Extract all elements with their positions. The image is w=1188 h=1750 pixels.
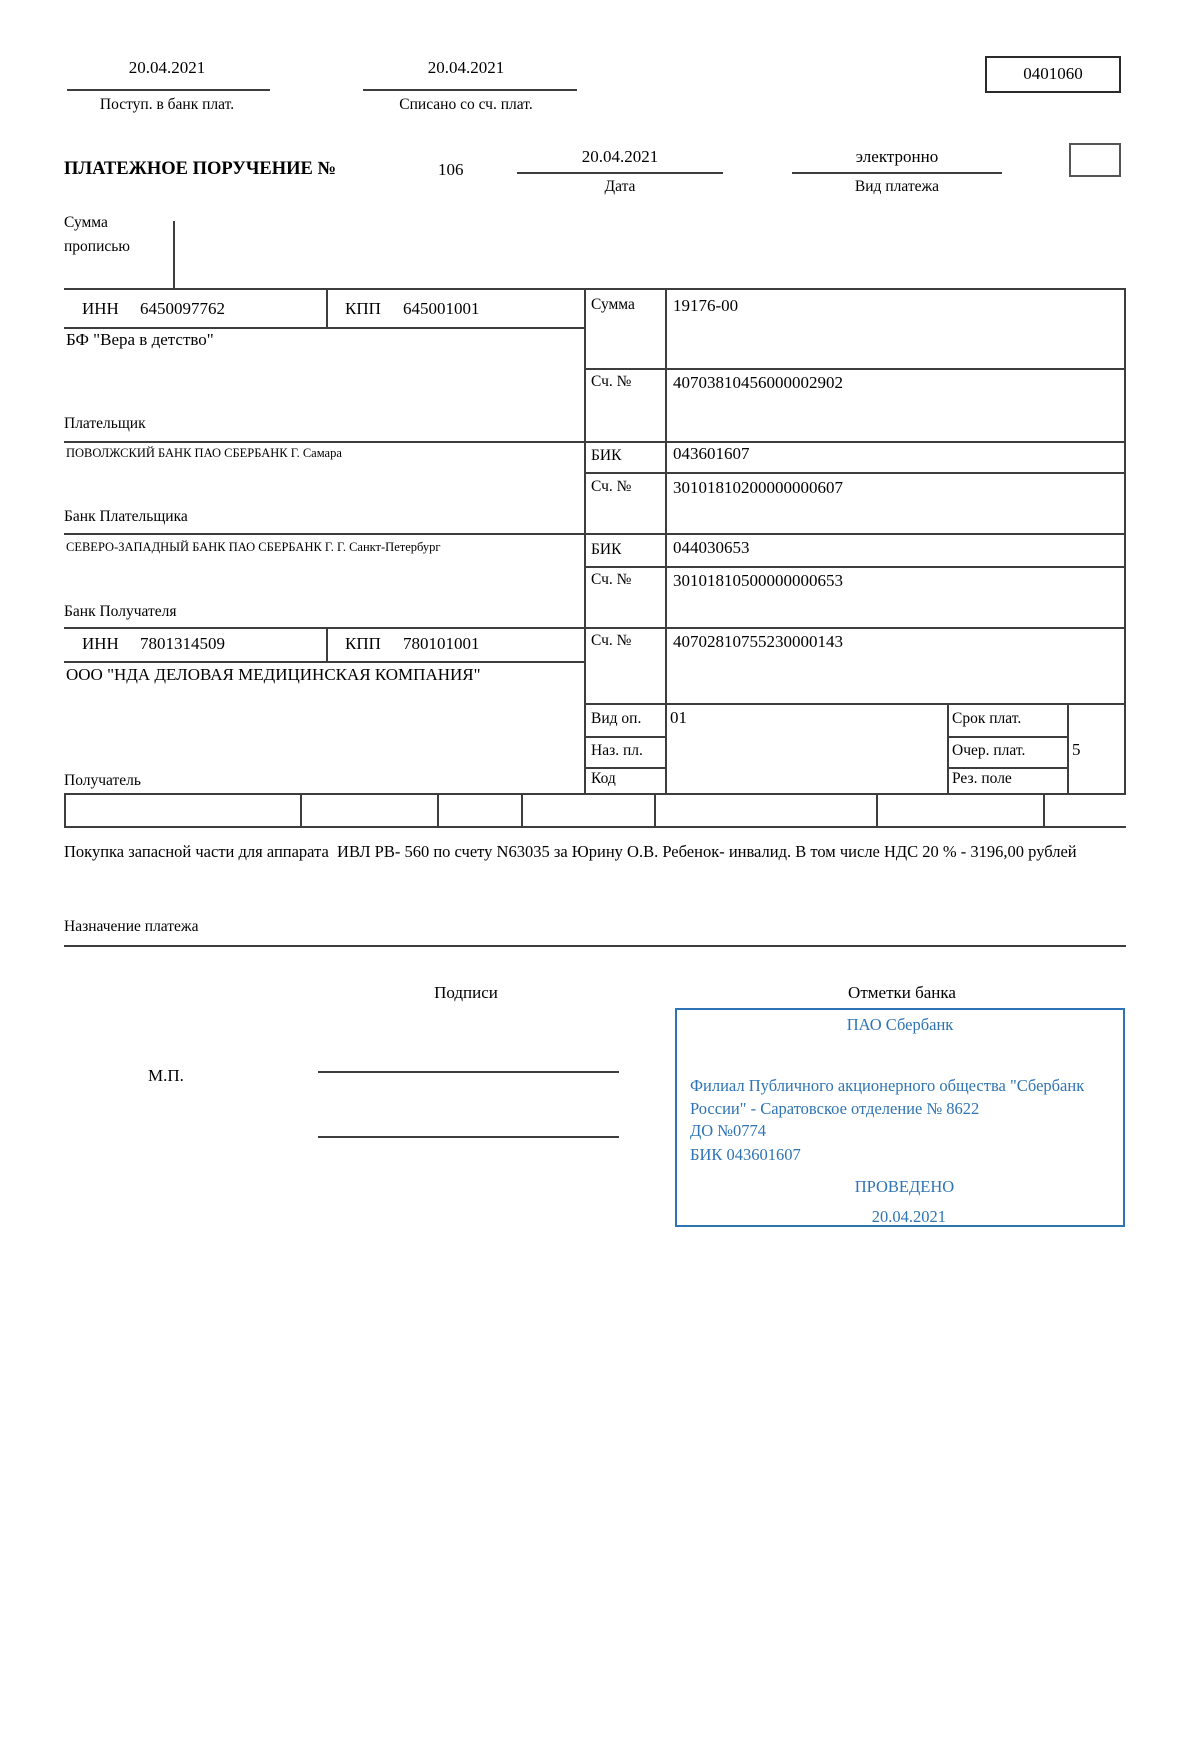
payee-account-label: Сч. № [591,632,632,649]
code-label: Код [591,770,616,787]
payer-bank-bik-label: БИК [591,447,622,464]
coded-field-cell-divider [876,793,878,828]
stamp-status: ПРОВЕДЕНО [854,1177,955,1196]
table-line [64,826,1126,828]
coded-field-cell-divider [300,793,302,828]
coded-field-cell-divider [521,793,523,828]
priority-value: 5 [1072,740,1081,759]
stamp-office: ДО №0774 [690,1121,767,1140]
signature-line-first [318,1071,619,1073]
table-line [326,288,328,329]
payer-bank-name: ПОВОЛЖСКИЙ БАНК ПАО СБЕРБАНК Г. Самара [66,446,342,460]
seal-place-label: М.П. [148,1066,184,1085]
stamp-bik: БИК 043601607 [690,1145,801,1164]
status-code-box [1069,143,1121,177]
operation-kind-value: 01 [670,708,687,727]
table-line [584,288,586,795]
payer-kpp-label: КПП [345,299,381,318]
payment-purpose-text: Покупка запасной части для аппарата ИВЛ РВ- 560 по счету N63035 за Юрину О.В. Ребенок- инвалид. В том числе НДС 20 % - 3196,00 рублей [64,842,1077,861]
payee-inn-label: ИНН [82,634,119,653]
payer-name: БФ "Вера в детство" [66,330,214,349]
payee-bank-bik-label: БИК [591,541,622,558]
sum-value: 19176-00 [673,296,739,315]
received-in-bank-label: Поступ. в банк плат. [99,96,235,113]
payment-term-label: Срок плат. [952,710,1022,727]
payer-bank-section-label: Банк Плательщика [64,508,188,525]
table-line [64,627,1126,629]
payee-kpp-value: 780101001 [403,634,480,653]
payee-account-value: 40702810755230000143 [673,632,843,651]
amount-in-words-label-line2: прописью [64,238,130,255]
payment-purpose-code-label: Наз. пл. [591,742,643,759]
table-line [326,627,328,663]
table-line [584,767,665,769]
payee-name: ООО "НДА ДЕЛОВАЯ МЕДИЦИНСКАЯ КОМПАНИЯ" [66,665,481,684]
payer-account-value: 40703810456000002902 [673,373,843,392]
amount-in-words-label-line1: Сумма [64,214,108,231]
payer-bank-account-label: Сч. № [591,478,632,495]
table-line [947,703,949,795]
coded-field-cell-divider [64,793,66,828]
payer-inn-label: ИНН [82,299,119,318]
coded-field-cell-divider [437,793,439,828]
table-line [64,793,1126,795]
amount-in-words-divider [173,221,175,288]
table-line [584,736,665,738]
received-date-underline [67,89,270,91]
table-line [64,327,584,329]
debited-from-account-label: Списано со сч. плат. [399,96,533,113]
payer-kpp-value: 645001001 [403,299,480,318]
signature-line-second [318,1136,619,1138]
payee-bank-bik-value: 044030653 [673,538,750,557]
table-line [1124,288,1126,795]
payee-bank-section-label: Банк Получателя [64,603,177,620]
payee-bank-account-value: 30101810500000000653 [673,571,843,590]
payee-bank-name: СЕВЕРО-ЗАПАДНЫЙ БАНК ПАО СБЕРБАНК Г. Г. Санкт-Петербург [66,540,441,554]
payee-inn-value: 7801314509 [140,634,225,653]
bank-stamp-box [675,1008,1125,1227]
payer-section-label: Плательщик [64,415,146,432]
purpose-underline [64,945,1126,947]
payment-kind-value: электронно [855,147,939,166]
payer-inn-value: 6450097762 [140,299,225,318]
table-line [64,441,1126,443]
stamp-date: 20.04.2021 [871,1207,947,1226]
received-in-bank-date: 20.04.2021 [128,58,206,77]
payee-section-label: Получатель [64,772,141,789]
payment-kind-underline [792,172,1002,174]
form-code: 0401060 [1023,64,1083,83]
reserve-field-label: Рез. поле [952,770,1012,787]
payee-kpp-label: КПП [345,634,381,653]
priority-label: Очер. плат. [952,742,1026,759]
stamp-bank-name: ПАО Сбербанк [846,1015,954,1034]
form-code-box [985,56,1121,93]
document-number: 106 [438,160,464,179]
bank-marks-label: Отметки банка [848,983,956,1002]
table-line [947,767,1067,769]
document-date: 20.04.2021 [581,147,659,166]
table-line [1067,703,1069,795]
payment-kind-label: Вид платежа [854,178,940,195]
table-line [947,736,1067,738]
document-date-label: Дата [604,178,636,195]
table-line [64,533,1126,535]
document-date-underline [517,172,723,174]
table-line [665,288,667,795]
sum-label: Сумма [591,296,635,313]
stamp-branch: Филиал Публичного акционерного общества "Сбербанк России" - Саратовское отделение № 8622 [690,1076,1085,1118]
payee-bank-account-label: Сч. № [591,571,632,588]
payment-purpose-section-label: Назначение платежа [64,918,199,935]
coded-field-cell-divider [654,793,656,828]
signatures-label: Подписи [434,983,498,1002]
payer-bank-bik-value: 043601607 [673,444,750,463]
debited-date-underline [363,89,577,91]
table-line [64,288,1126,290]
coded-field-cell-divider [1043,793,1045,828]
document-title: ПЛАТЕЖНОЕ ПОРУЧЕНИЕ № [64,159,337,179]
table-line [64,661,584,663]
payer-bank-account-value: 30101810200000000607 [673,478,843,497]
operation-kind-label: Вид оп. [591,710,642,727]
debited-from-account-date: 20.04.2021 [427,58,505,77]
payer-account-label: Сч. № [591,373,632,390]
